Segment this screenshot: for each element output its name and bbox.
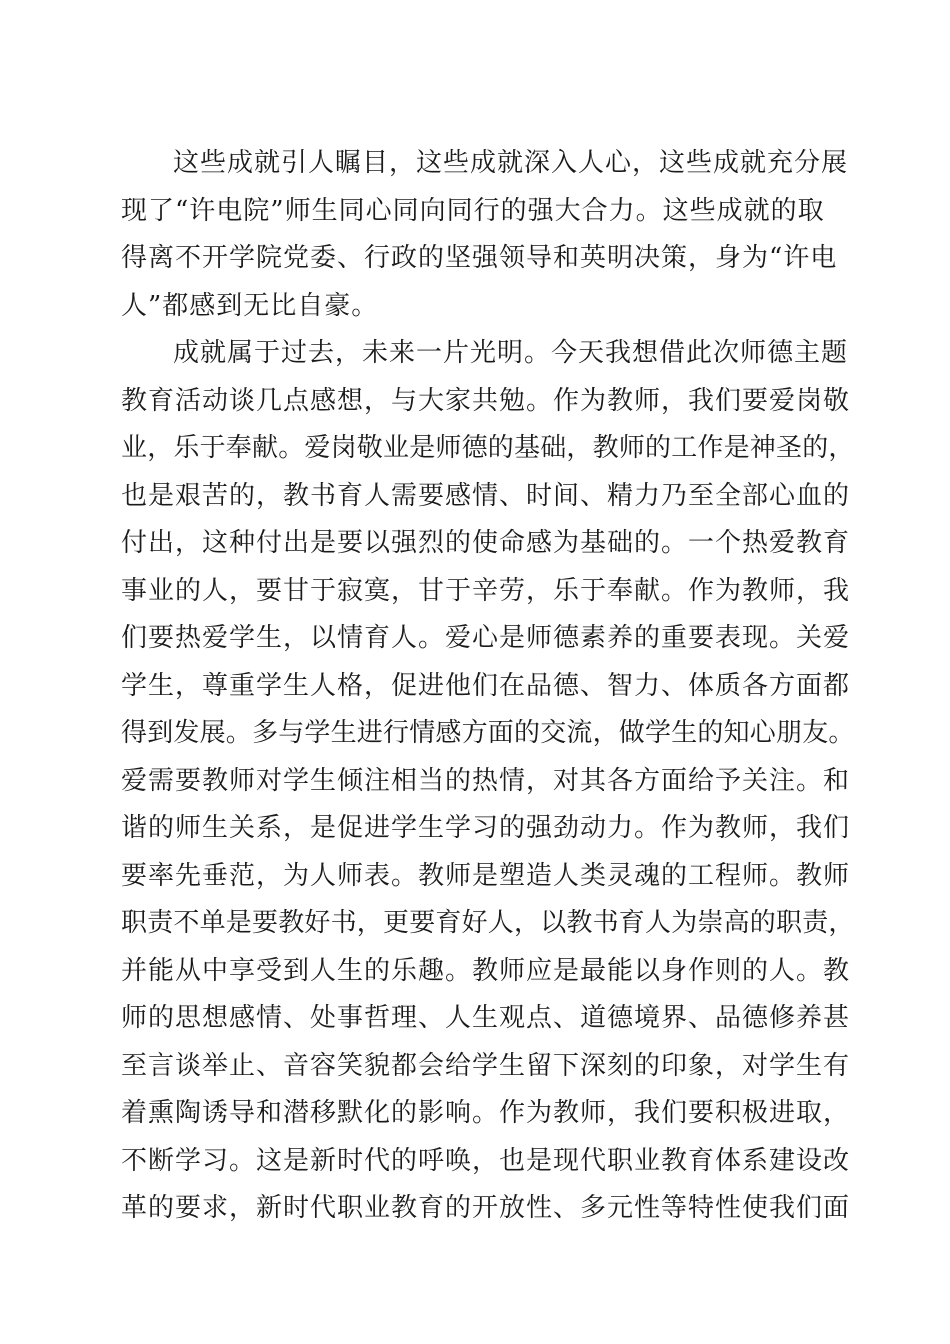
paragraph-1-line-3: 得离不开学院党委、行政的坚强领导和英明决策，身为“许电 (121, 243, 838, 273)
paragraph-2-line-5: 付出，这种付出是要以强烈的使命感为基础的。一个热爱教育 (121, 528, 851, 558)
paragraph-2-line-17: 着熏陶诱导和潜移默化的影响。作为教师，我们要积极进取， (121, 1098, 851, 1128)
paragraph-2-line-18: 不断学习。这是新时代的呼唤，也是现代职业教育体系建设改 (121, 1145, 851, 1176)
paragraph-1-line-1: 这些成就引人瞩目，这些成就深入人心，这些成就充分展 (173, 148, 849, 178)
paragraph-2-line-3: 业，乐于奉献。爱岗敬业是师德的基础，教师的工作是神圣的， (121, 433, 855, 463)
paragraph-2-line-11: 谐的师生关系，是促进学生学习的强劲动力。作为教师，我们 (121, 813, 851, 843)
paragraph-2-line-19: 革的要求，新时代职业教育的开放性、多元性等特性使我们面 (121, 1193, 851, 1223)
paragraph-2-line-13: 职责不单是要教好书，更要育好人，以教书育人为崇高的职责， (121, 908, 855, 938)
paragraph-2-line-2: 教育活动谈几点感想，与大家共勉。作为教师，我们要爱岗敬 (121, 385, 851, 416)
paragraph-2-line-10: 爱需要教师对学生倾注相当的热情，对其各方面给予关注。和 (121, 765, 851, 796)
paragraph-2-line-15: 师的思想感情、处事哲理、人生观点、道德境界、品德修养甚 (121, 1003, 851, 1033)
body-text (121, 140, 855, 1233)
paragraph-1-line-2: 现了“许电院”师生同心同向同行的强大合力。这些成就的取 (121, 195, 825, 226)
paragraph-2-line-9: 得到发展。多与学生进行情感方面的交流，做学生的知心朋友。 (121, 718, 855, 748)
paragraph-2-line-8: 学生，尊重学生人格，促进他们在品德、智力、体质各方面都 (121, 670, 851, 701)
paragraph-2-line-12: 要率先垂范，为人师表。教师是塑造人类灵魂的工程师。教师 (121, 860, 851, 891)
paragraph-2-line-14: 并能从中享受到人生的乐趣。教师应是最能以身作则的人。教 (121, 955, 851, 986)
paragraph-2-line-4: 也是艰苦的，教书育人需要感情、时间、精力乃至全部心血的 (121, 480, 851, 511)
paragraph-1-line-4: 人”都感到无比自豪。 (121, 290, 379, 321)
paragraph-2-line-6: 事业的人，要甘于寂寞，甘于辛劳，乐于奉献。作为教师，我 (121, 575, 851, 606)
paragraph-2-line-7: 们要热爱学生，以情育人。爱心是师德素养的重要表现。关爱 (121, 623, 851, 653)
paragraph-2-line-16: 至言谈举止、音容笑貌都会给学生留下深刻的印象，对学生有 (121, 1050, 851, 1081)
paragraph-2-line-1: 成就属于过去，未来一片光明。今天我想借此次师德主题 (173, 338, 849, 368)
